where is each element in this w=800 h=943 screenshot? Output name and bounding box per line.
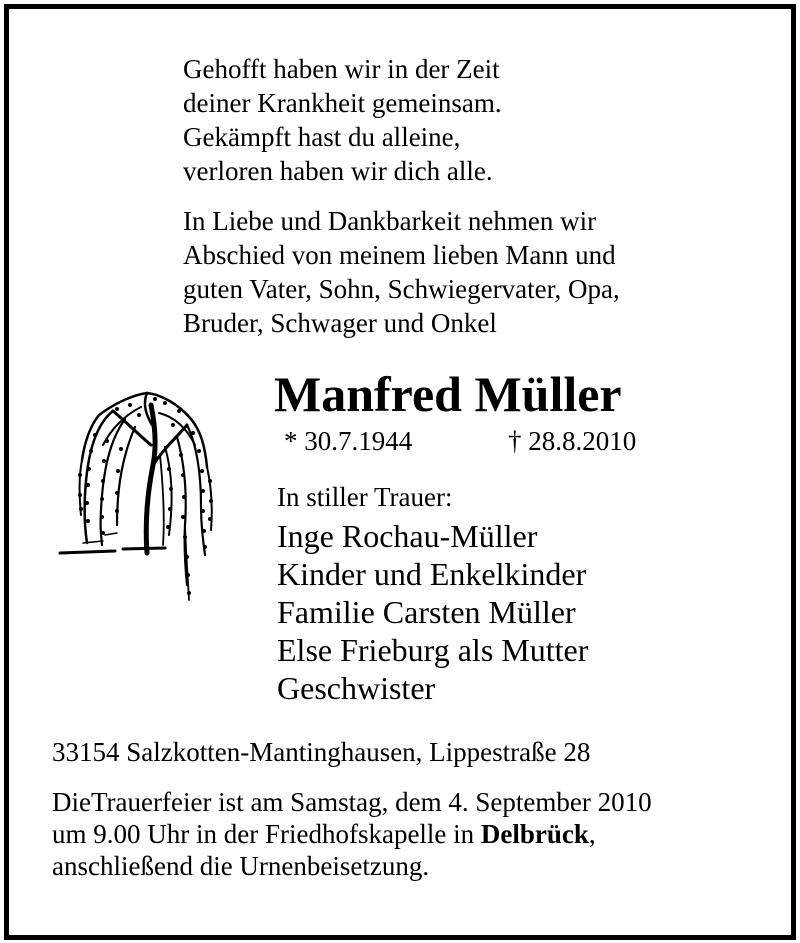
mourner-name: Inge Rochau-Müller [277,518,538,554]
mourner-name: Geschwister [277,670,436,706]
mourners-list [277,517,588,707]
poem: Gehofft haben wir in der Zeit deiner Krankheit gemeinsam. Gekämpft hast du alleine, verloren haben wir dich alle. [183,54,502,186]
ceremony-line-2 [52,818,652,850]
mourning-label: In stiller Trauer: [277,482,453,512]
death-date: † 28.8.2010 [508,426,637,456]
weeping-willow-icon [55,385,220,605]
address: 33154 Salzkotten-Mantinghausen, Lippestraße 28 [52,737,591,767]
mourner-name: Familie Carsten Müller [277,594,576,630]
ceremony-line-2-text: um 9.00 Uhr in der Friedhofskapelle in [52,819,481,849]
ceremony-location: Delbrück [480,819,589,849]
mourner-name: Else Frieburg als Mutter [277,632,589,668]
ceremony-line-2-punct: , [588,819,596,849]
ceremony-notice [52,786,652,882]
birth-date: * 30.7.1944 [284,426,413,456]
deceased-name: Manfred Müller [274,366,622,422]
farewell-intro: In Liebe und Dankbarkeit nehmen wir Abschied von meinem lieben Mann und guten Vater, Sohn, Schwiegervater, Opa, Bruder, Schwager und Onkel [183,206,620,338]
ceremony-line-3: anschließend die Urnenbeisetzung. [52,851,430,881]
mourner-name: Kinder und Enkelkinder [277,556,587,592]
ceremony-line-1: DieTrauerfeier ist am Samstag, dem 4. September 2010 [52,787,652,817]
